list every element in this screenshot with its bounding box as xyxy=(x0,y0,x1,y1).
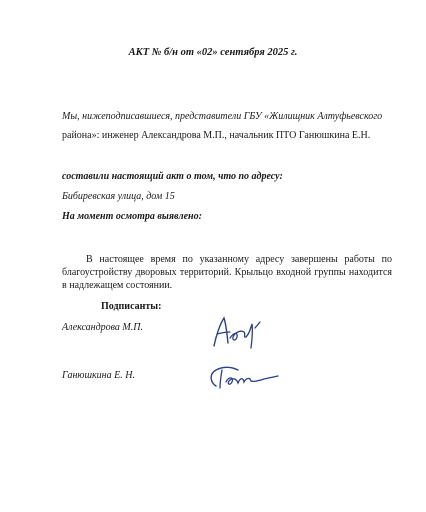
finding-header: На момент осмотра выявлено: xyxy=(62,211,202,222)
intro-line-2: района»: инженер Александрова М.П., начальник ПТО Ганюшкина Е.Н. xyxy=(62,130,371,141)
signers-header: Подписанты: xyxy=(101,301,162,312)
intro-line-1: Мы, нижеподписавшиеся, представители ГБУ «Жилищник Алтуфьевского xyxy=(62,111,383,122)
signature-1-stroke-b xyxy=(217,332,230,334)
signature-2-image xyxy=(206,364,282,392)
finding-text: В настоящее время по указанному адресу завершены работы по благоустройству дворовых территорий. Крыльцо входной группы находится в надлежащем состоянии. xyxy=(62,254,392,291)
signature-1-image xyxy=(208,310,266,352)
address-line: Бибиревская улица, дом 15 xyxy=(62,191,175,202)
act-title: АКТ № б/н от «02» сентября 2025 г. xyxy=(128,47,298,58)
resolved-line: составили настоящий акт о том, что по адресу: xyxy=(62,171,283,182)
signer-name-2: Ганюшкина Е. Н. xyxy=(62,370,135,381)
signature-2-stroke-c xyxy=(226,376,278,384)
signature-2-stroke-a xyxy=(211,367,238,386)
signature-1-stroke-d xyxy=(255,322,260,328)
signature-1-stroke-c xyxy=(230,324,252,348)
signer-name-1: Александрова М.П. xyxy=(62,322,143,333)
signature-2-stroke-b xyxy=(220,370,222,388)
